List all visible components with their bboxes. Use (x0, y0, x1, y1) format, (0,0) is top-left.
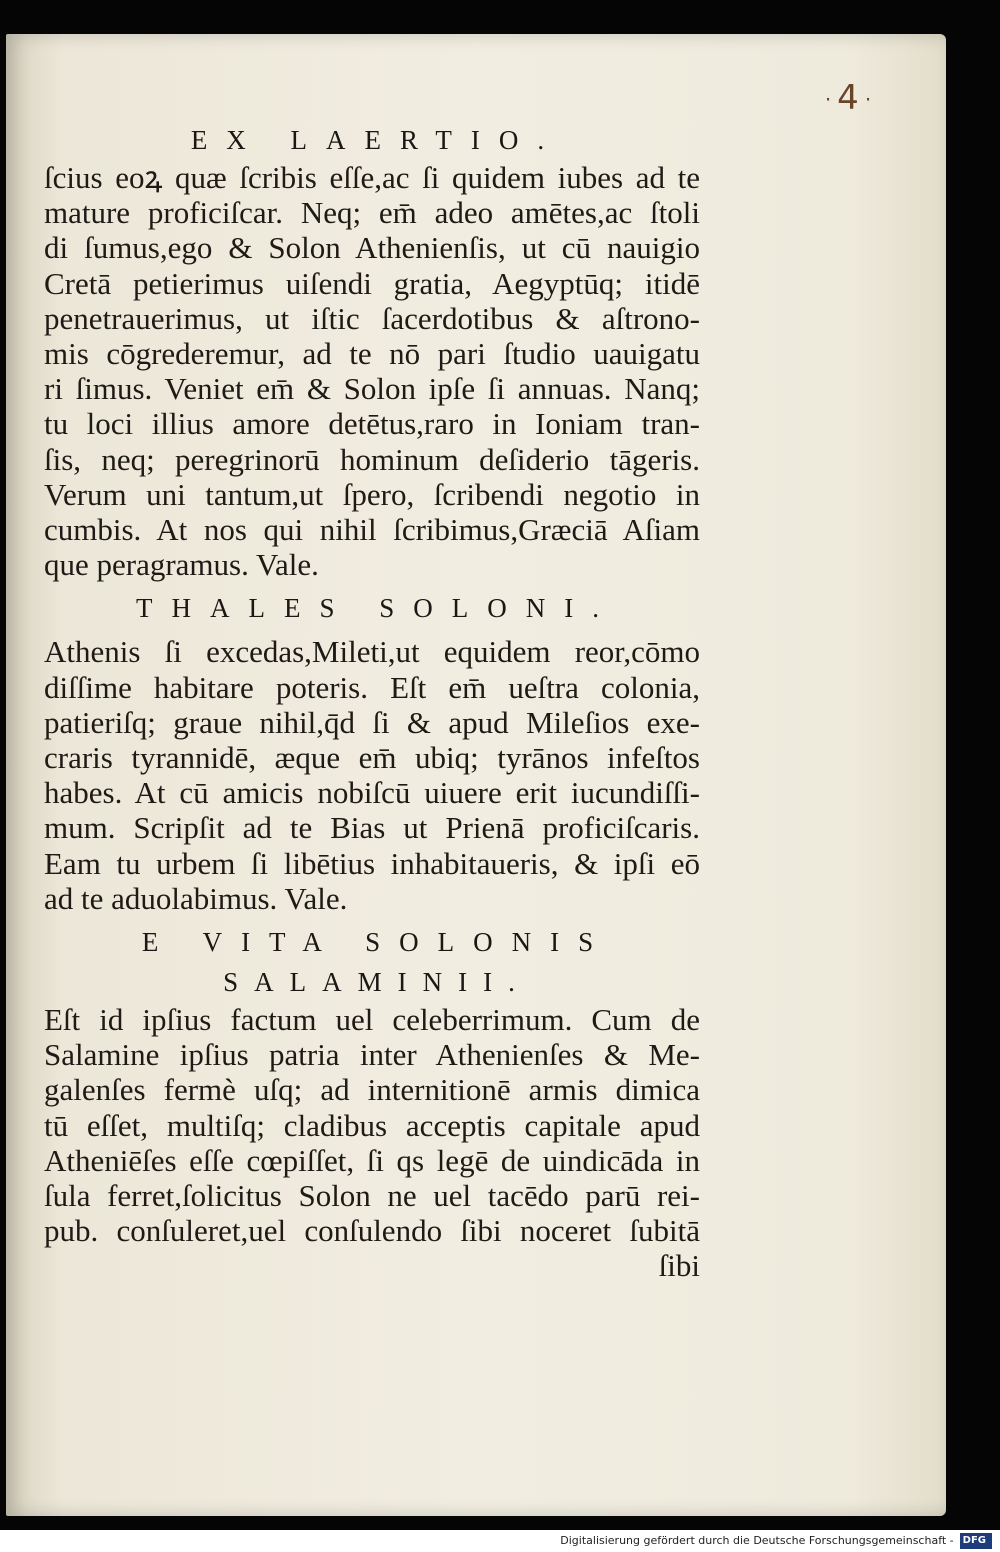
digitization-footer (0, 1530, 1000, 1552)
folio-dot-right: · (864, 87, 878, 112)
text-line: Cretā petierimus uiſendi gratia, Aegyptūq; itidē (44, 265, 700, 301)
dfg-logo: DFG (960, 1533, 992, 1549)
text-line: diſſime habitare poteris. Eſt em̄ ueſtra colonia, (44, 669, 700, 705)
text-line: cumbis. At nos qui nihil ſcribimus,Græciā Aſiam (44, 512, 700, 548)
section-3-text (44, 1002, 700, 1284)
running-head: EX LAERTIO. (190, 125, 564, 155)
folio-number (806, 78, 896, 118)
text-line: Salamine ipſius patria inter Athenienſes & Me- (44, 1037, 700, 1073)
text-line: Eſt id ipſius factum uel celeberrimum. Cum de (44, 1002, 700, 1038)
catchword: ſibi (658, 1248, 700, 1284)
letter-1 (44, 160, 700, 582)
text-line: pub. conſuleret,uel conſulendo ſibi noceret ſubitā (44, 1213, 700, 1249)
text-line: mum. Scripſit ad te Bias ut Prienā proficiſcaris. (44, 810, 700, 846)
text-line: mature proficiſcar. Neq; em̄ adeo amētes,ac ſtoli (44, 195, 700, 231)
text-line: habes. At cū amicis nobiſcū uiuere erit iucundiſſi- (44, 775, 700, 811)
page-text (44, 120, 700, 1284)
text-line: patieriſq; graue nihil,q̄d ſi & apud Mileſios exe- (44, 704, 700, 740)
text-line: ſis, neq; peregrinorū hominum deſiderio tāgeris. (44, 441, 700, 477)
text-line: ſcius eoꝝ quæ ſcribis eſſe,ac ſi quidem iubes ad te (44, 160, 700, 195)
text-line: ri ſimus. Veniet em̄ & Solon ipſe ſi annuas. Nanq; (44, 371, 700, 407)
text-line: que peragramus. Vale. (44, 547, 319, 583)
text-line: Atheniēſes eſſe cœpiſſet, ſi qs legē de uindicāda in (44, 1142, 700, 1178)
text-line: tu loci illius amore detētus,raro in Ioniam tran- (44, 406, 700, 442)
folio-value: 4 (837, 78, 865, 118)
text-line: di ſumus,ego & Solon Athenienſis, ut cū nauigio (44, 230, 700, 266)
text-line: craris tyrannidē, æque em̄ ubiq; tyrānos infeſtos (44, 740, 700, 776)
text-line: Eam tu urbem ſi libētius inhabitaueris, & ipſi eō (44, 845, 700, 881)
footer-credit: Digitalisierung gefördert durch die Deutsche Forschungsgemeinschaft - (560, 1534, 954, 1547)
text-line: ſula ferret,ſolicitus Solon ne uel tacēdo parū rei- (44, 1178, 700, 1214)
section-heading-vita-sub: SALAMINII. (223, 967, 531, 998)
text-line: ad te aduolabimus. Vale. (44, 880, 348, 916)
text-line: tū eſſet, multiſq; cladibus acceptis capitale apud (44, 1107, 700, 1143)
text-line: penetrauerimus, ut iſtic ſacerdotibus & aſtrono- (44, 300, 700, 336)
folio-dot-left: · (824, 87, 838, 112)
text-line: galenſes fermè uſq; ad internitionē armis dimica (44, 1072, 700, 1108)
text-line: Athenis ſi excedas,Mileti,ut equidem reor,cōmo (44, 634, 700, 670)
text-line: Verum uni tantum,ut ſpero, ſcribendi negotio in (44, 476, 700, 512)
text-line: mis cōgrederemur, ad te nō pari ſtudio uauigatu (44, 336, 700, 372)
section-heading-thales: THALES SOLONI. (136, 593, 618, 624)
letter-2 (44, 634, 700, 916)
section-heading-vita: E VITA SOLONIS (141, 927, 613, 958)
